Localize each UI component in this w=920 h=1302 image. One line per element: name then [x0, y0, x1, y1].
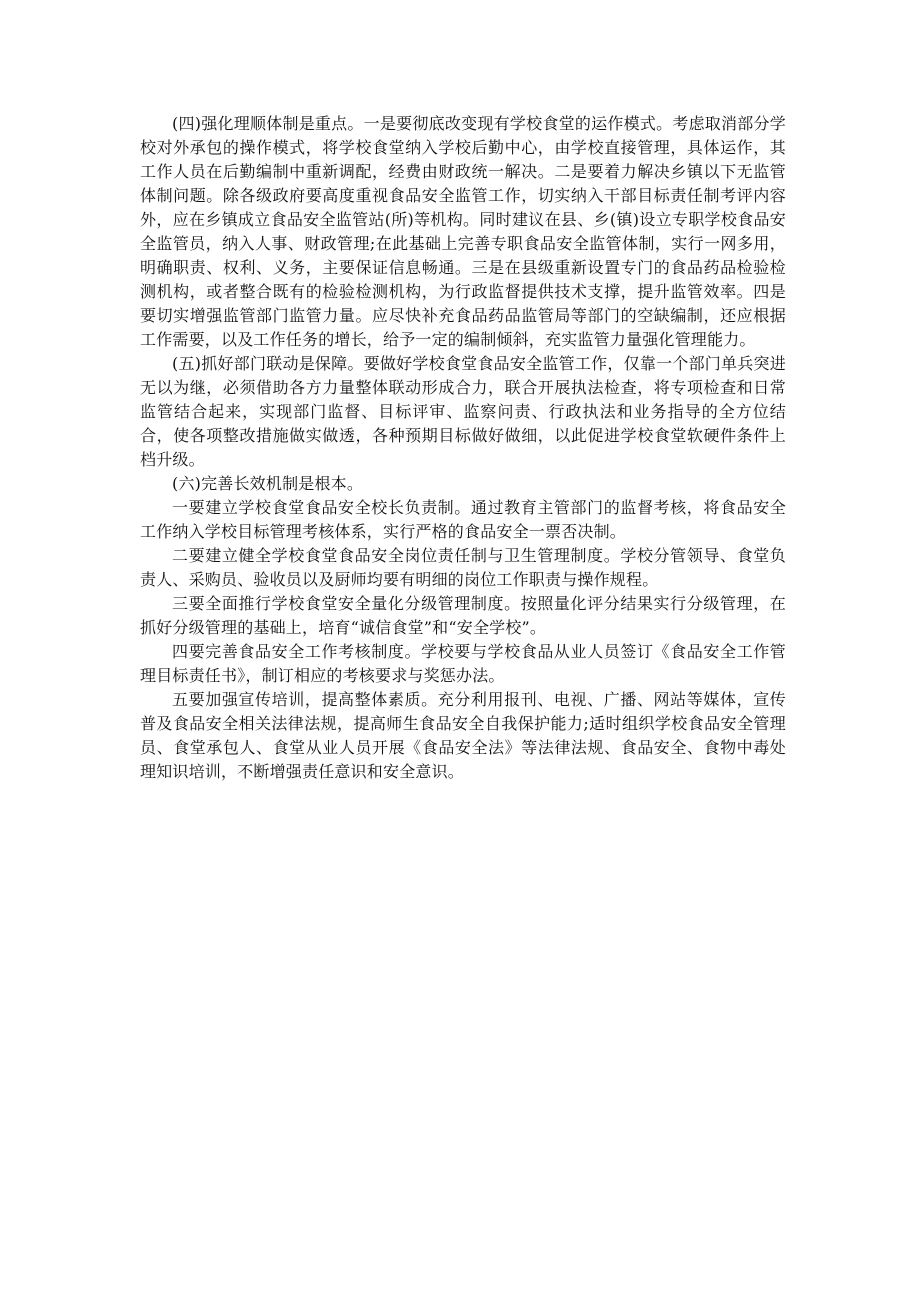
paragraph-section-6-heading: (六)完善长效机制是根本。	[172, 474, 364, 493]
paragraph-item-3: 三要全面推行学校食堂安全量化分级管理制度。按照量化评分结果实行分级管理，在抓好分级管理的基础上，培育“诚信食堂”和“安全学校”。	[140, 594, 786, 637]
paragraph-section-5: (五)抓好部门联动是保障。要做好学校食堂食品安全监管工作，仅靠一个部门单兵突进无以为继，必须借助各方力量整体联动形成合力，联合开展执法检查，将专项检查和日常监管结合起来，实现部门监督、目标评审、监察问责、行政执法和业务指导的全方位结合，使各项整改措施做实做透，各种预期目标做好做细，以此促进学校食堂软硬件条件上档升级。	[140, 354, 786, 469]
document-body	[140, 112, 786, 784]
paragraph-item-5: 五要加强宣传培训，提高整体素质。充分利用报刊、电视、广播、网站等媒体，宣传普及食品安全相关法律法规，提高师生食品安全自我保护能力;适时组织学校食品安全管理员、食堂承包人、食堂从业人员开展《食品安全法》等法律法规、食品安全、食物中毒处理知识培训，不断增强责任意识和安全意识。	[140, 690, 786, 781]
paragraph-item-2: 二要建立健全学校食堂食品安全岗位责任制与卫生管理制度。学校分管领导、食堂负责人、采购员、验收员以及厨师均要有明细的岗位工作职责与操作规程。	[140, 546, 786, 589]
paragraph-section-4: (四)强化理顺体制是重点。一是要彻底改变现有学校食堂的运作模式。考虑取消部分学校对外承包的操作模式，将学校食堂纳入学校后勤中心，由学校直接管理，具体运作，其工作人员在后勤编制中重新调配，经费由财政统一解决。二是要着力解决乡镇以下无监管体制问题。除各级政府要高度重视食品安全监管工作，切实纳入干部目标责任制考评内容外，应在乡镇成立食品安全监管站(所)等机构。同时建议在县、乡(镇)设立专职学校食品安全监管员，纳入人事、财政管理;在此基础上完善专职食品安全监管体制，实行一网多用，明确职责、权利、义务，主要保证信息畅通。三是在县级重新设置专门的食品药品检验检测机构，或者整合既有的检验检测机构，为行政监督提供技术支撑，提升监管效率。四是要切实增强监管部门监管力量。应尽快补充食品药品监管局等部门的空缺编制，还应根据工作需要，以及工作任务的增长，给予一定的编制倾斜，充实监管力量强化管理能力。	[140, 114, 786, 349]
paragraph-item-4: 四要完善食品安全工作考核制度。学校要与学校食品从业人员签订《食品安全工作管理目标责任书》，制订相应的考核要求与奖惩办法。	[140, 642, 786, 685]
paragraph-item-1: 一要建立学校食堂食品安全校长负责制。通过教育主管部门的监督考核，将食品安全工作纳入学校目标管理考核体系，实行严格的食品安全一票否决制。	[140, 498, 786, 541]
